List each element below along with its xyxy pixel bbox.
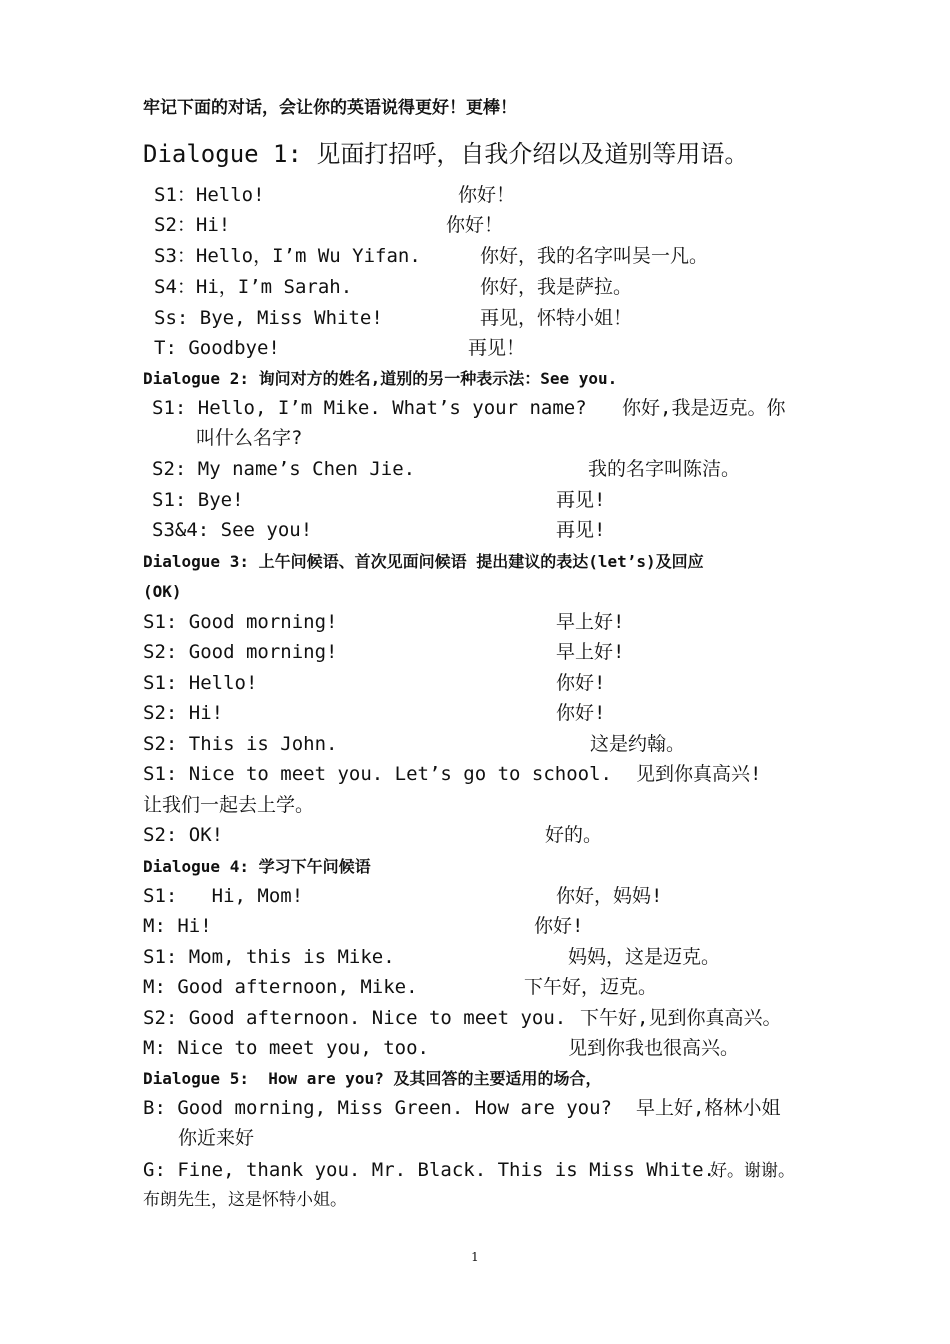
dialogue-1-title: Dialogue 1: 见面打招呼，自我介绍以及道别等用语。 — [143, 140, 749, 168]
dialogue-2-heading: Dialogue 2: 询问对方的姓名,道别的另一种表示法：See you. — [143, 369, 618, 388]
d5-line-2-zh-cont: 布朗先生，这是怀特小姐。 — [143, 1190, 347, 1210]
d2-line-2-en: S2: My name’s Chen Jie. — [152, 458, 416, 480]
d4-line-4-zh: 下午好，迈克。 — [524, 976, 658, 998]
dialogue-3-heading: Dialogue 3: 上午问候语、首次见面问候语 提出建议的表达(let’s)及回应 — [143, 552, 704, 571]
d2-line-1-en: S1: Hello, I’m Mike. What’s your name? — [152, 397, 587, 419]
d2-line-4-zh: 再见! — [556, 519, 606, 541]
d2-line-1-zh: 你好,我是迈克。你 — [622, 397, 786, 419]
d4-line-2-zh: 你好! — [534, 915, 584, 937]
d1-line-2-en: S2：Hi! — [154, 214, 231, 236]
d5-line-1-en: B: Good morning, Miss Green. How are you? — [143, 1097, 612, 1119]
d5-line-2-en: G: Fine, thank you. Mr. Black. This is Miss White. — [143, 1159, 715, 1181]
d3-line-3-en: S1: Hello! — [143, 672, 258, 694]
d3-line-7-zh: 好的。 — [545, 824, 603, 846]
d3-line-2-zh: 早上好! — [556, 641, 625, 663]
d3-line-5-en: S2: This is John. — [143, 733, 338, 755]
d3-line-6-en: S1: Nice to meet you. Let’s go to school. — [143, 763, 612, 785]
d3-line-3-zh: 你好! — [556, 672, 606, 694]
d4-line-4-en: M: Good afternoon, Mike. — [143, 976, 418, 998]
d1-line-3-zh: 你好，我的名字叫吴一凡。 — [480, 245, 709, 267]
d1-line-3-en: S3：Hello，I’m Wu Yifan. — [154, 245, 421, 267]
d4-line-5-en: S2: Good afternoon. Nice to meet you. — [143, 1007, 567, 1029]
d1-line-4-en: S4：Hi，I’m Sarah. — [154, 276, 353, 298]
d5-line-1-zh: 早上好,格林小姐 — [636, 1097, 781, 1119]
d3-line-4-en: S2: Hi! — [143, 702, 224, 724]
d4-line-3-zh: 妈妈，这是迈克。 — [568, 946, 721, 968]
d4-line-2-en: M: Hi! — [143, 915, 212, 937]
d1-line-2-zh: 你好！ — [446, 214, 504, 236]
d1-line-5-en: Ss: Bye, Miss White! — [154, 307, 383, 329]
dialogue-3-heading-cont: (OK) — [143, 582, 182, 601]
d1-line-6-zh: 再见！ — [468, 337, 526, 359]
d1-line-6-en: T: Goodbye! — [154, 337, 280, 359]
d2-line-3-zh: 再见! — [556, 489, 606, 511]
d3-line-7-en: S2: OK! — [143, 824, 224, 846]
page-number: 1 — [471, 1250, 479, 1264]
d1-line-4-zh: 你好，我是萨拉。 — [480, 276, 633, 298]
d5-line-1-zh-cont: 你近来好 — [178, 1127, 255, 1149]
d2-line-3-en: S1: Bye! — [152, 489, 244, 511]
dialogue-4-heading: Dialogue 4: 学习下午问候语 — [143, 857, 371, 876]
d3-line-5-zh: 这是约翰。 — [590, 733, 686, 755]
d2-line-4-en: S3&4: See you! — [152, 519, 313, 541]
d2-line-2-zh: 我的名字叫陈洁。 — [588, 458, 741, 480]
d2-line-1-zh-cont: 叫什么名字? — [196, 427, 303, 449]
d1-line-5-zh: 再见，怀特小姐！ — [480, 307, 633, 329]
d4-line-5-zh: 下午好,见到你真高兴。 — [580, 1007, 782, 1029]
d3-line-4-zh: 你好! — [556, 702, 606, 724]
dialogue-5-heading: Dialogue 5: How are you? 及其回答的主要适用的场合， — [143, 1069, 602, 1088]
d1-line-1-zh: 你好！ — [458, 184, 516, 206]
d4-line-6-en: M: Nice to meet you, too. — [143, 1037, 429, 1059]
d1-line-1-en: S1：Hello! — [154, 184, 265, 206]
d3-line-2-en: S2: Good morning! — [143, 641, 338, 663]
d4-line-1-en: S1: Hi, Mom! — [143, 885, 304, 907]
d3-line-1-en: S1: Good morning! — [143, 611, 338, 633]
intro-line: 牢记下面的对话，会让你的英语说得更好！更棒！ — [143, 98, 517, 118]
d3-line-1-zh: 早上好! — [556, 611, 625, 633]
d4-line-3-en: S1: Mom, this is Mike. — [143, 946, 395, 968]
d4-line-1-zh: 你好，妈妈! — [556, 885, 663, 907]
d3-line-6-zh-cont: 让我们一起去上学。 — [143, 794, 315, 816]
d3-line-6-zh: 见到你真高兴! — [636, 763, 762, 785]
d5-line-2-zh: 好。谢谢。 — [710, 1161, 795, 1181]
d4-line-6-zh: 见到你我也很高兴。 — [568, 1037, 740, 1059]
